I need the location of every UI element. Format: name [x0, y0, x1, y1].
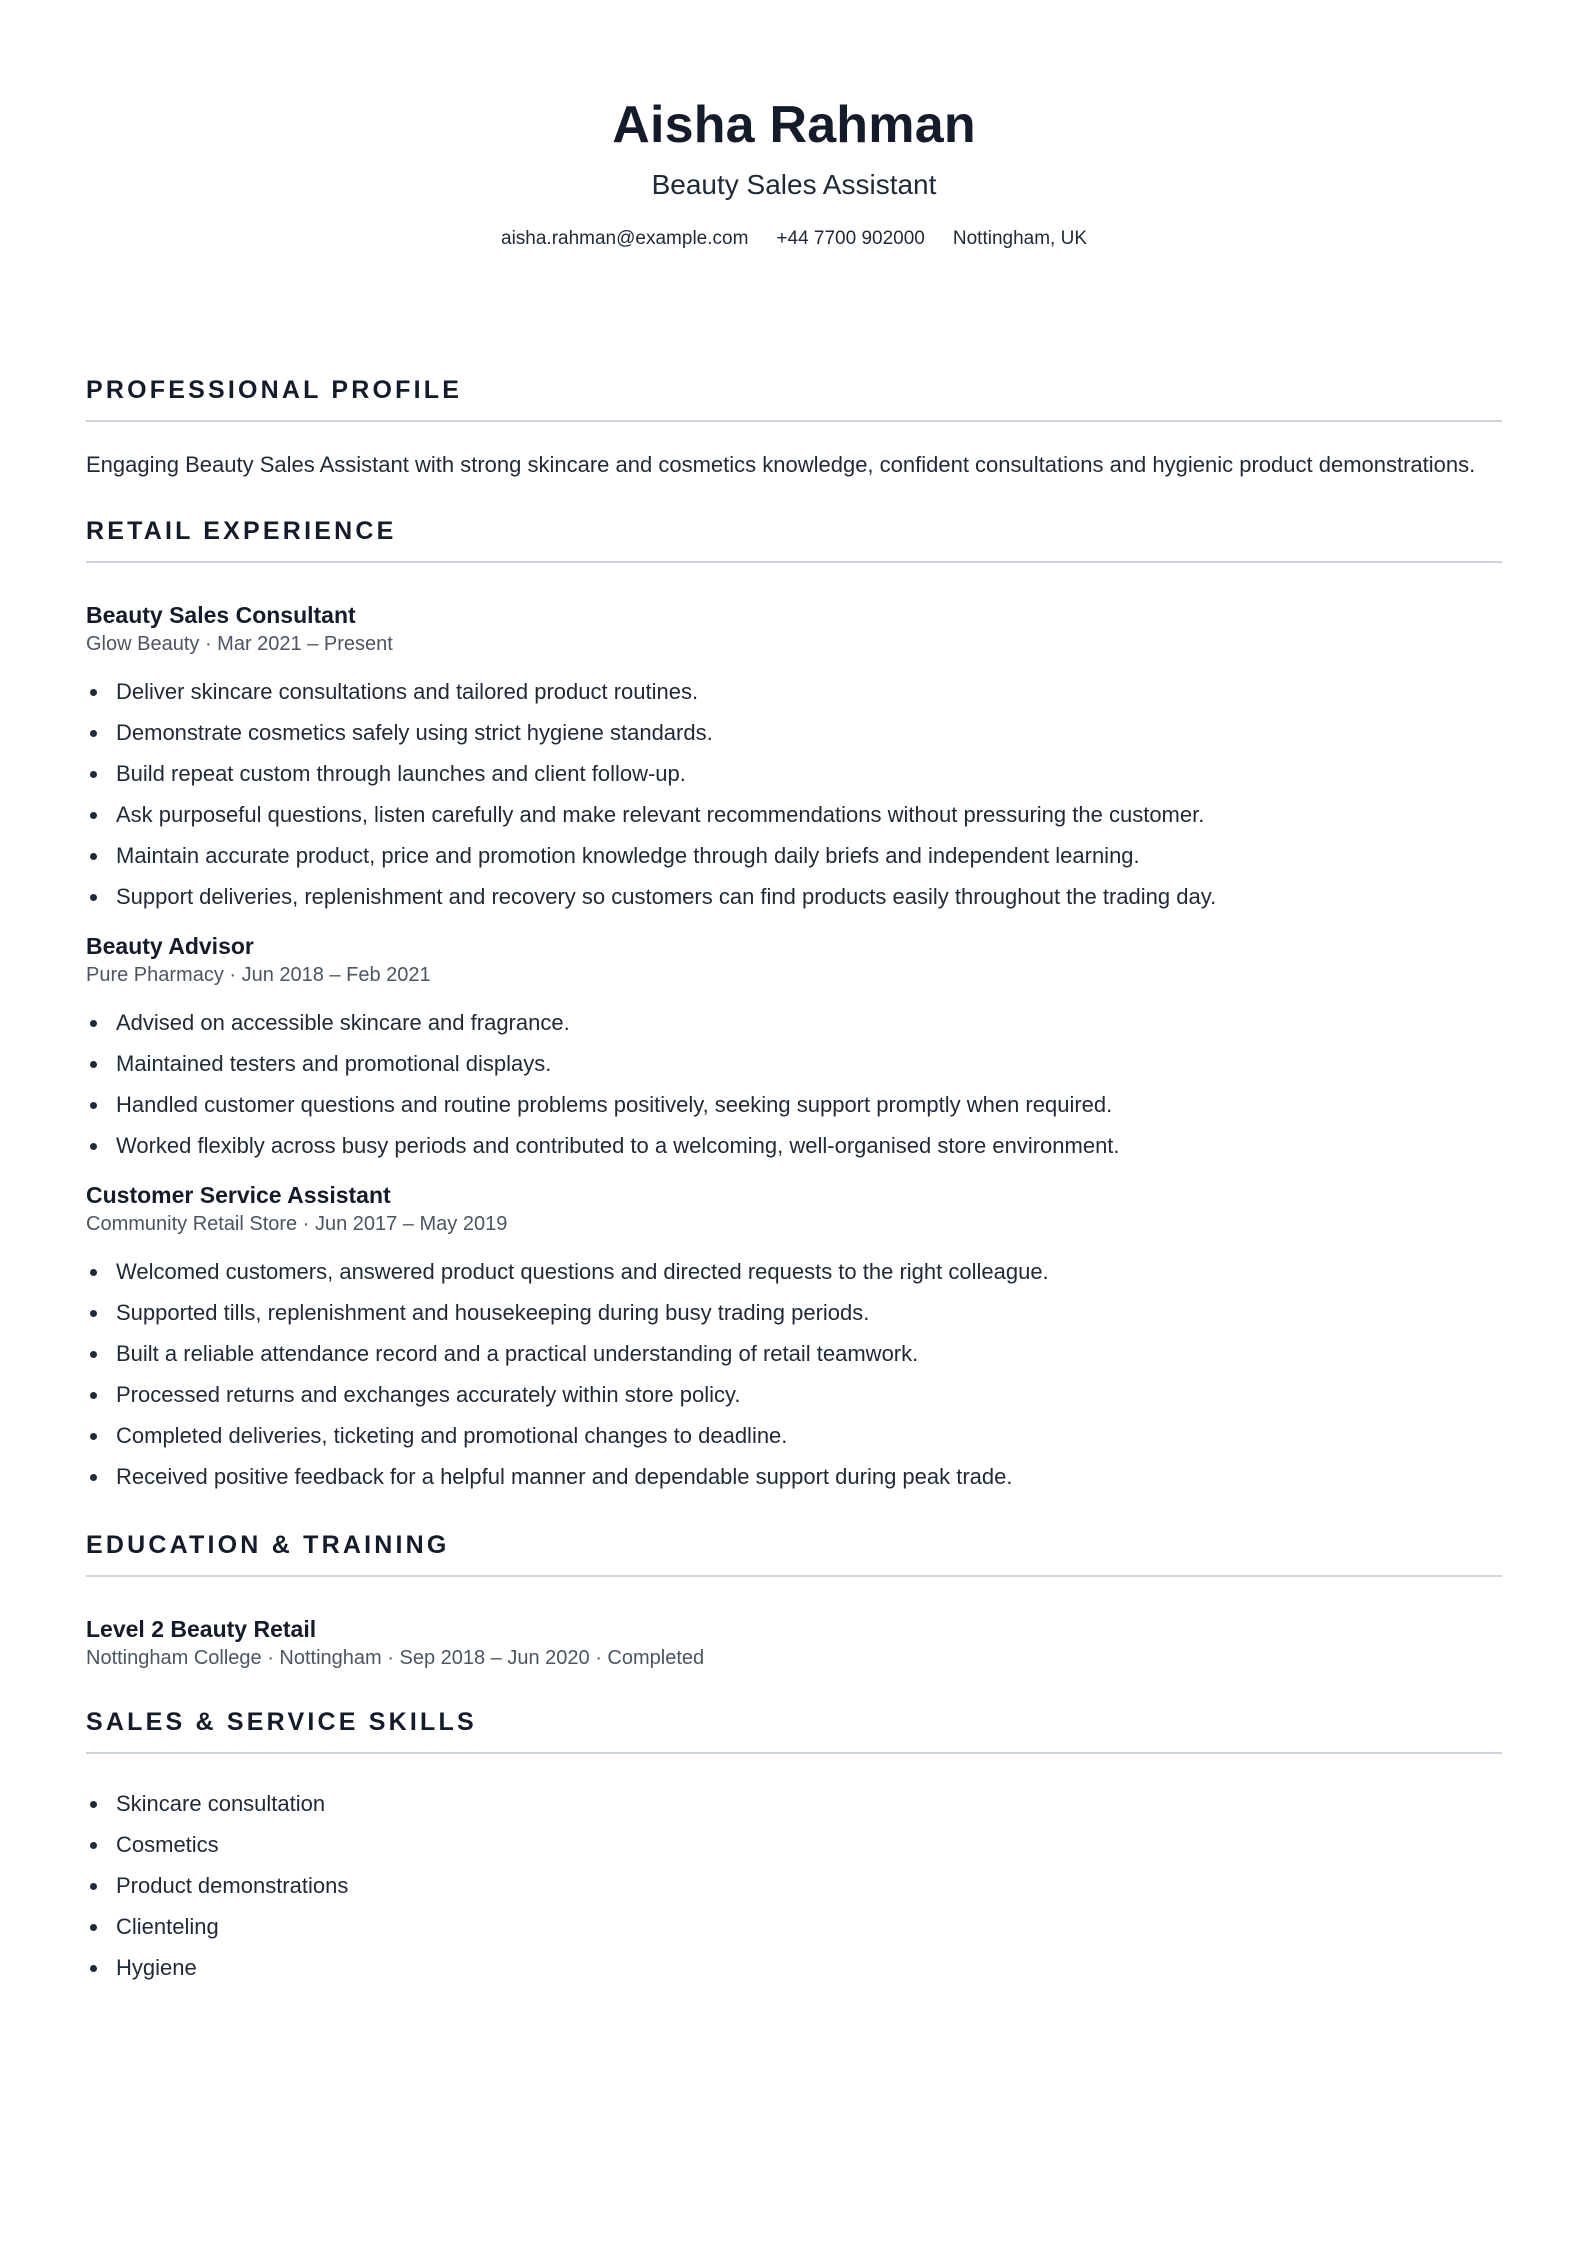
skills-section — [86, 1706, 1502, 1988]
list-item: Completed deliveries, ticketing and promotional changes to deadline. — [86, 1415, 1502, 1456]
profile-text: Engaging Beauty Sales Assistant with strong skincare and cosmetics knowledge, confident consultations and hygienic product demonstrations. — [86, 452, 1476, 477]
list-item: Support deliveries, replenishment and recovery so customers can find products easily throughout the trading day. — [86, 876, 1502, 917]
resume-header — [86, 0, 1502, 251]
list-item: Deliver skincare consultations and tailored product routines. — [86, 671, 1502, 712]
list-item: Clienteling — [86, 1906, 1502, 1947]
contact-location: Nottingham, UK — [952, 228, 1087, 249]
job-entry — [86, 600, 1502, 917]
job-meta: Glow Beauty · Mar 2021 – Present — [86, 633, 393, 655]
job-title: Beauty Sales Consultant — [86, 602, 356, 628]
list-item: Skincare consultation — [86, 1783, 1502, 1824]
candidate-name: Aisha Rahman — [612, 96, 976, 154]
list-item: Build repeat custom through launches and client follow-up. — [86, 753, 1502, 794]
list-item: Hygiene — [86, 1947, 1502, 1988]
job-meta: Pure Pharmacy · Jun 2018 – Feb 2021 — [86, 964, 431, 986]
list-item: Processed returns and exchanges accurately within store policy. — [86, 1374, 1502, 1415]
job-title: Customer Service Assistant — [86, 1182, 391, 1208]
section-title: SALES & SERVICE SKILLS — [86, 1706, 1502, 1754]
job-meta: Community Retail Store · Jun 2017 – May 2019 — [86, 1213, 508, 1235]
course-meta: Nottingham College · Nottingham · Sep 2018 – Jun 2020 · Completed — [86, 1647, 705, 1669]
section-title: RETAIL EXPERIENCE — [86, 515, 1502, 563]
section-title: EDUCATION & TRAINING — [86, 1529, 1502, 1577]
education-section — [86, 1529, 1502, 1672]
list-item: Demonstrate cosmetics safely using strict hygiene standards. — [86, 712, 1502, 753]
list-item: Handled customer questions and routine problems positively, seeking support promptly when required. — [86, 1084, 1502, 1125]
list-item: Ask purposeful questions, listen carefully and make relevant recommendations without pressuring the customer. — [86, 794, 1502, 835]
job-title: Beauty Advisor — [86, 933, 254, 959]
skills-list — [86, 1783, 1502, 1988]
experience-section — [86, 515, 1502, 1497]
list-item: Worked flexibly across busy periods and contributed to a welcoming, well-organised store environment. — [86, 1125, 1502, 1166]
contact-line — [86, 227, 1502, 251]
job-bullets — [86, 1251, 1502, 1497]
list-item: Maintained testers and promotional displays. — [86, 1043, 1502, 1084]
job-entry — [86, 931, 1502, 1166]
list-item: Cosmetics — [86, 1824, 1502, 1865]
list-item: Built a reliable attendance record and a practical understanding of retail teamwork. — [86, 1333, 1502, 1374]
profile-section — [86, 374, 1502, 481]
candidate-role: Beauty Sales Assistant — [651, 169, 937, 200]
section-title: PROFESSIONAL PROFILE — [86, 374, 1502, 422]
education-entry — [86, 1614, 1502, 1672]
list-item: Welcomed customers, answered product questions and directed requests to the right colleague. — [86, 1251, 1502, 1292]
job-bullets — [86, 671, 1502, 917]
job-entry — [86, 1180, 1502, 1497]
list-item: Supported tills, replenishment and housekeeping during busy trading periods. — [86, 1292, 1502, 1333]
job-bullets — [86, 1002, 1502, 1166]
contact-phone[interactable]: +44 7700 902000 — [776, 228, 925, 249]
list-item: Received positive feedback for a helpful manner and dependable support during peak trade. — [86, 1456, 1502, 1497]
list-item: Advised on accessible skincare and fragrance. — [86, 1002, 1502, 1043]
contact-email[interactable]: aisha.rahman@example.com — [501, 228, 749, 249]
list-item: Product demonstrations — [86, 1865, 1502, 1906]
list-item: Maintain accurate product, price and promotion knowledge through daily briefs and independent learning. — [86, 835, 1502, 876]
course-title: Level 2 Beauty Retail — [86, 1616, 317, 1642]
